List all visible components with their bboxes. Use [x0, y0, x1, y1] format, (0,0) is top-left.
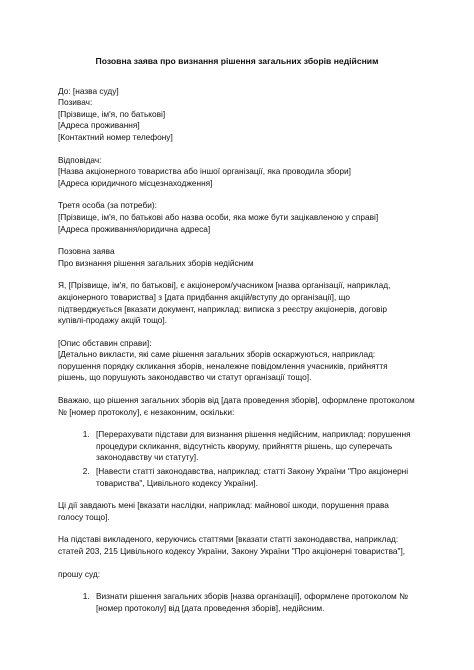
- defendant-address: [Адреса юридичного місцезнаходження]: [58, 177, 213, 188]
- plaintiff-name: [Прізвище, ім'я, по батькові]: [58, 108, 166, 119]
- third-party-address: [Адреса проживання/юридична адреса]: [58, 223, 211, 234]
- third-party-heading: Третя особа (за потреби):: [58, 200, 157, 211]
- request-heading: прошу суд:: [58, 568, 100, 579]
- defendant-name: [Назва акціонерного товариства або іншої організації, яка проводила збори]: [58, 166, 351, 177]
- circumstances-block: [58, 338, 416, 384]
- requests-list: [58, 591, 416, 614]
- court-line: До: [назва суду]: [58, 85, 119, 96]
- doc-type-line2: Про визнання рішення загальних зборів недійсним: [58, 257, 254, 268]
- reasons-list: [58, 429, 416, 489]
- consequences-paragraph: Ці дії завдають мені [вказати наслідки, наприклад: майнової шкоди, порушення права голосу тощо].: [58, 500, 389, 522]
- reason-item: 2. [Навести статті законодавства, наприклад: статті Закону України "Про акціонерні товариства", Цивільного кодексу України].: [92, 466, 416, 489]
- consider-paragraph: Вважаю, що рішення загальних зборів від [дата проведення зборів], оформлене протоколом № [номер протоколу], є незаконним, оскільки:: [58, 395, 415, 417]
- third-party-name: [Прізвище, ім'я, по батькові або назва особи, яка може бути зацікавленою у справі]: [58, 211, 379, 222]
- plaintiff-phone: [Контактний номер телефону]: [58, 131, 173, 142]
- defendant-block: [58, 155, 416, 190]
- document-title: Позовна заява про визнання рішення загальних зборів недійсним: [95, 56, 379, 66]
- reason-item: 1. [Перерахувати підстави для визнання рішення недійсним, наприклад: порушення процедури скликання, відсутність кворуму, прийняття рішень, що суперечать законодавству чи статуту].: [92, 429, 416, 464]
- request-item: 1. Визнати рішення загальних зборів [назва організації], оформлене протоколом № [номер протоколу] від [дата проведення зборів], недійсним.: [92, 591, 416, 614]
- intro-paragraph: Я, [Прізвище, ім'я, по батькові], є акціонером/учасником [назва організації, наприклад, акціонерного товариства] з [дата придбання акцій/вступу до організації], що підтверджується [вказати документ, наприклад: виписка з реєстру акціонерів, договір купівлі-продажу акцій тощо].: [58, 280, 391, 326]
- court-block: [58, 86, 416, 144]
- basis-paragraph: На підставі викладеного, керуючись статтями [вказати статті законодавства, наприклад: статей 203, 215 Цивільного кодексу України, Закону України "Про акціонерні товариства"],: [58, 534, 406, 556]
- third-party-block: [58, 200, 416, 235]
- plaintiff-heading: Позивач:: [58, 97, 93, 108]
- plaintiff-address: [Адреса проживання]: [58, 120, 140, 131]
- doc-type-line1: Позовна заява: [58, 246, 115, 257]
- circumstances-heading: [Опис обставин справи]:: [58, 337, 152, 348]
- circumstances-text: [Детально викласти, які саме рішення загальних зборів оскаржуються, наприклад: порушення порядку скликання зборів, неналежне повідомлення учасників, прийняття рішень, що порушують законодавство чи статут організації тощо].: [58, 349, 388, 383]
- doc-type-block: [58, 246, 416, 269]
- defendant-heading: Відповідач:: [58, 154, 102, 165]
